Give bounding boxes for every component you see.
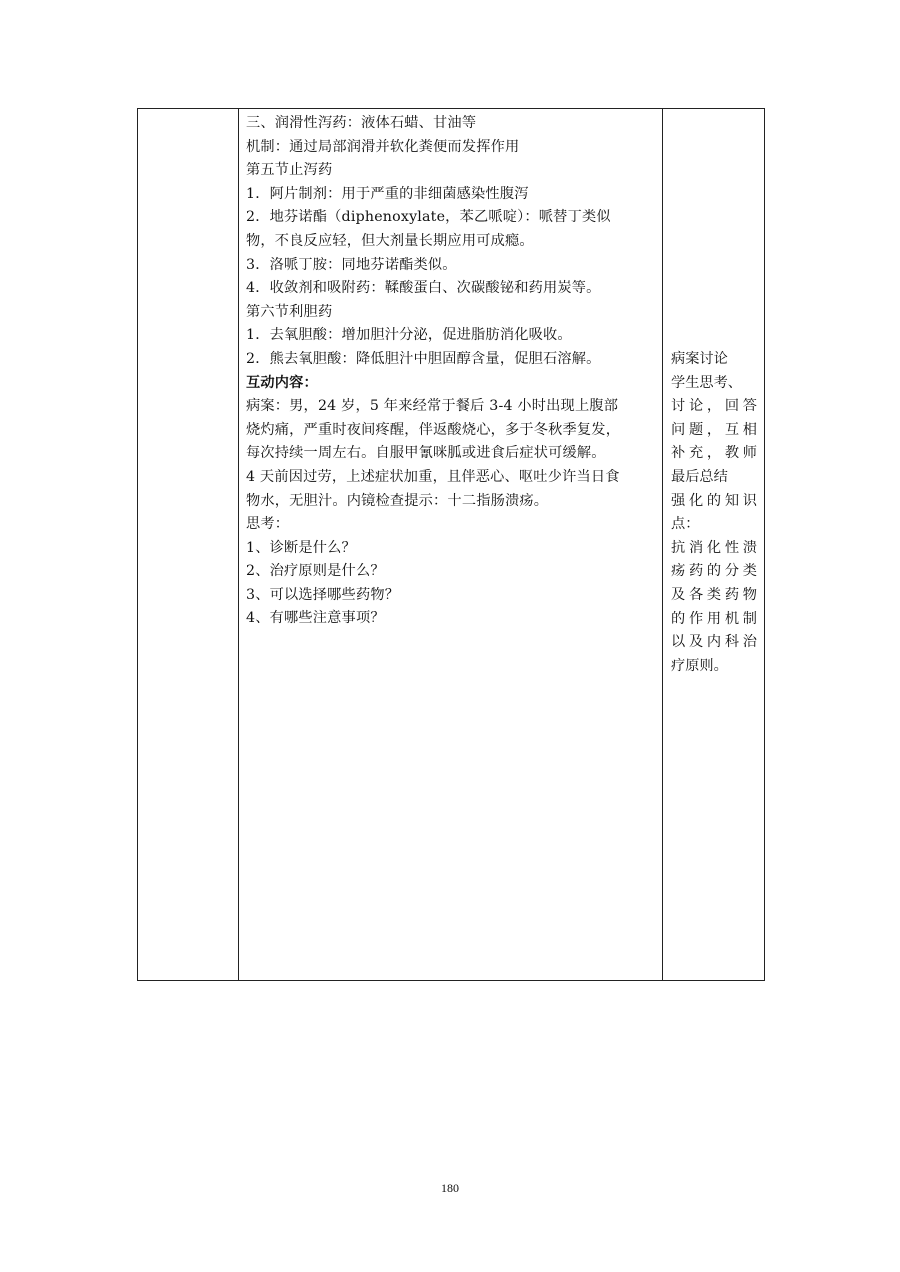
column-divider-right [662,109,663,980]
method-line: 点： [671,516,700,533]
content-line: 4．收敛剂和吸附药：鞣酸蛋白、次碳酸铋和药用炭等。 [246,280,601,297]
question-item: 2、治疗原则是什么？ [246,563,385,580]
question-item: 4、有哪些注意事项？ [246,610,385,627]
content-line: 2．熊去氧胆酸：降低胆汁中胆固醇含量，促胆石溶解。 [246,350,601,367]
method-line: 讨论，回答 [671,398,757,415]
section-heading: 第六节利胆药 [246,303,333,320]
case-line: 烧灼痛，严重时夜间疼醒，伴返酸烧心，多于冬秋季复发， [246,421,621,438]
case-line: 物水，无胆汁。内镜检查提示：十二指肠溃疡。 [246,492,549,509]
content-line: 3．洛哌丁胺：同地芬诺酯类似。 [246,256,457,273]
question-item: 1、诊断是什么？ [246,539,356,556]
section-heading: 第五节止泻药 [246,162,333,179]
method-line: 抗消化性溃 [671,539,757,556]
column-divider-left [238,109,239,980]
teaching-method-cell [671,348,757,678]
method-line: 最后总结 [671,468,728,485]
interaction-heading: 互动内容： [246,374,318,391]
case-line: 4 天前因过劳，上述症状加重，且伴恶心、呕吐少许当日食 [246,468,620,485]
content-line: 2．地芬诺酯（diphenoxylate，苯乙哌啶）：哌替丁类似 [246,209,611,226]
lesson-table [137,108,765,981]
content-cell [246,112,658,631]
question-item: 3、可以选择哪些药物？ [246,586,400,603]
method-line: 问题，互相 [671,421,757,438]
case-line: 每次持续一周左右。自服甲氰咪胍或进食后症状可缓解。 [246,445,606,462]
content-line: 机制：通过局部润滑并软化粪便而发挥作用 [246,138,520,155]
content-line: 物，不良反应轻，但大剂量长期应用可成瘾。 [246,232,534,249]
content-line: 三、润滑性泻药：液体石蜡、甘油等 [246,115,477,131]
method-line: 及各类药物 [671,586,757,603]
method-line: 以及内科治 [671,634,757,651]
page-number: 180 [441,1181,459,1195]
content-line: 1．阿片制剂：用于严重的非细菌感染性腹泻 [246,185,529,202]
method-line: 补充，教师 [671,445,757,462]
method-line: 学生思考、 [671,374,742,391]
case-line: 病案：男，24 岁，5 年来经常于餐后 3-4 小时出现上腹部 [246,398,619,415]
method-line: 病案讨论 [671,351,728,367]
method-line: 的作用机制 [671,610,757,627]
question-heading: 思考： [246,516,290,533]
method-line: 疡药的分类 [671,563,757,580]
method-line: 强化的知识 [671,492,757,509]
content-line: 1．去氧胆酸：增加胆汁分泌，促进脂肪消化吸收。 [246,327,572,344]
method-line: 疗原则。 [671,657,728,674]
